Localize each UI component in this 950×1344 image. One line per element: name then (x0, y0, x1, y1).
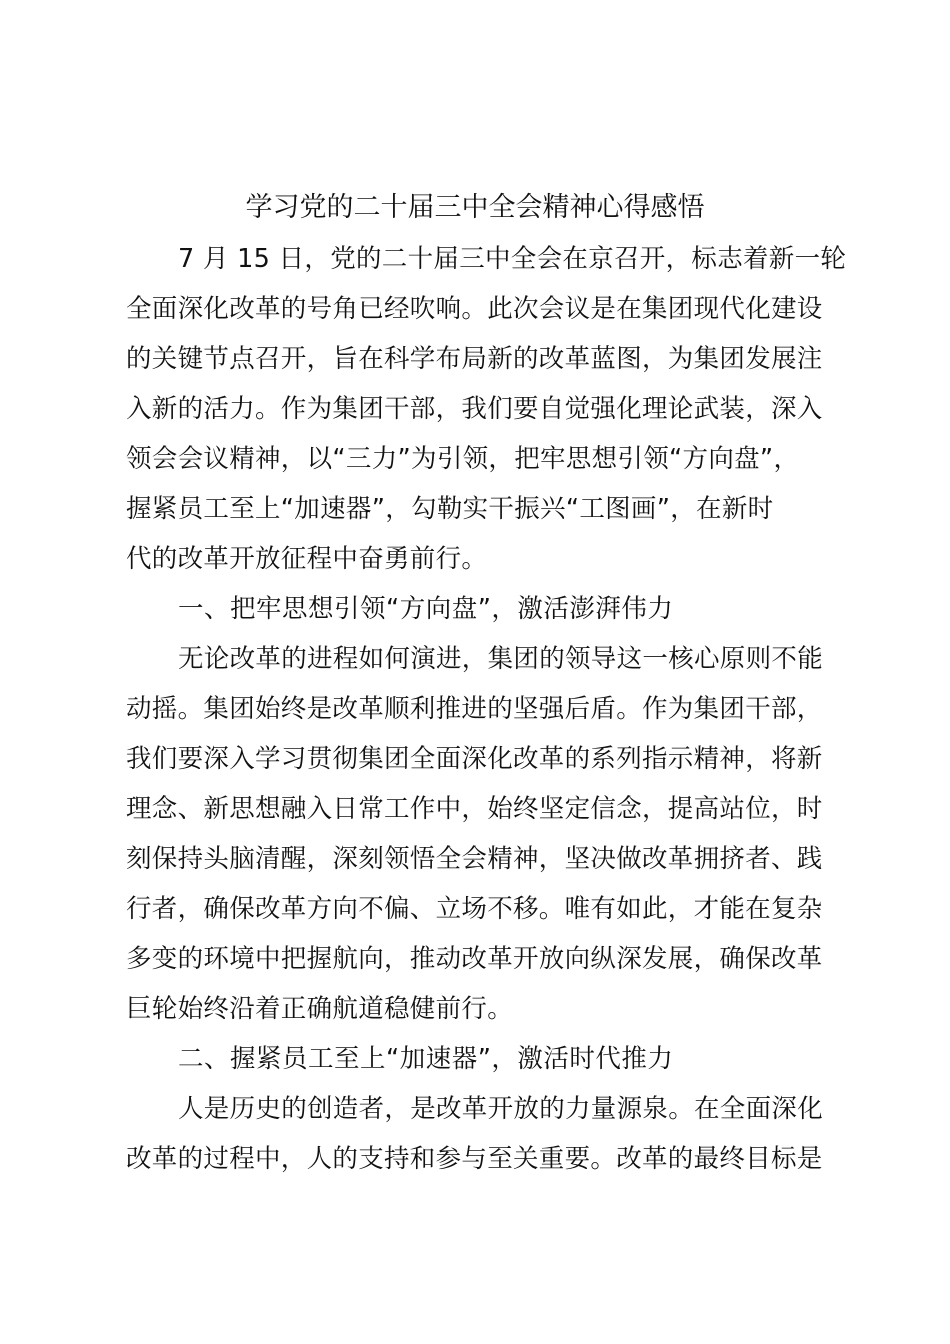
text-line: 刻保持头脑清醒，深刻领悟全会精神，坚决做改革拥挤者、践 (126, 844, 823, 874)
text-line: 我们要深入学习贯彻集团全面深化改革的系列指示精神，将新 (126, 744, 823, 774)
section-heading-1: 一、把牢思想引领“方向盘”，激活澎湃伟力 (178, 594, 674, 624)
text-line: 握紧员工至上“加速器”，勾勒实干振兴“工图画”，在新时 (126, 494, 774, 524)
text-line: 多变的环境中把握航向，推动改革开放向纵深发展，确保改革 (126, 944, 823, 974)
text-line: 全面深化改革的号角已经吹响。此次会议是在集团现代化建设 (126, 294, 823, 324)
paragraph-intro (126, 234, 847, 584)
text-line: 人是历史的创造者，是改革开放的力量源泉。在全面深化 (178, 1094, 824, 1124)
text-line: 无论改革的进程如何演进，集团的领导这一核心原则不能 (178, 644, 824, 674)
text-line: 代的改革开放征程中奋勇前行。 (126, 544, 488, 574)
text-line: 动摇。集团始终是改革顺利推进的坚强后盾。作为集团干部， (126, 694, 823, 724)
paragraph-section-2 (126, 1084, 836, 1184)
section-heading-2: 二、握紧员工至上“加速器”，激活时代推力 (178, 1044, 674, 1074)
text-line: 理念、新思想融入日常工作中，始终坚定信念，提高站位，时 (126, 794, 823, 824)
paragraph-section-1 (126, 634, 836, 1034)
text-line: 领会会议精神，以“三力”为引领，把牢思想引领“方向盘”， (126, 444, 800, 474)
text-line: 的关键节点召开，旨在科学布局新的改革蓝图，为集团发展注 (126, 344, 823, 374)
text-line: 巨轮始终沿着正确航道稳健前行。 (126, 994, 514, 1024)
text-line: 入新的活力。作为集团干部，我们要自觉强化理论武装，深入 (126, 394, 823, 424)
text-line: 改革的过程中，人的支持和参与至关重要。改革的最终目标是 (126, 1144, 823, 1174)
document-body (126, 234, 847, 1184)
text-line: 7 月 15 日，党的二十届三中全会在京召开，标志着新一轮 (178, 244, 847, 274)
text-line: 行者，确保改革方向不偏、立场不移。唯有如此，才能在复杂 (126, 894, 823, 924)
document-title: 学习党的二十届三中全会精神心得感悟 (245, 192, 705, 223)
